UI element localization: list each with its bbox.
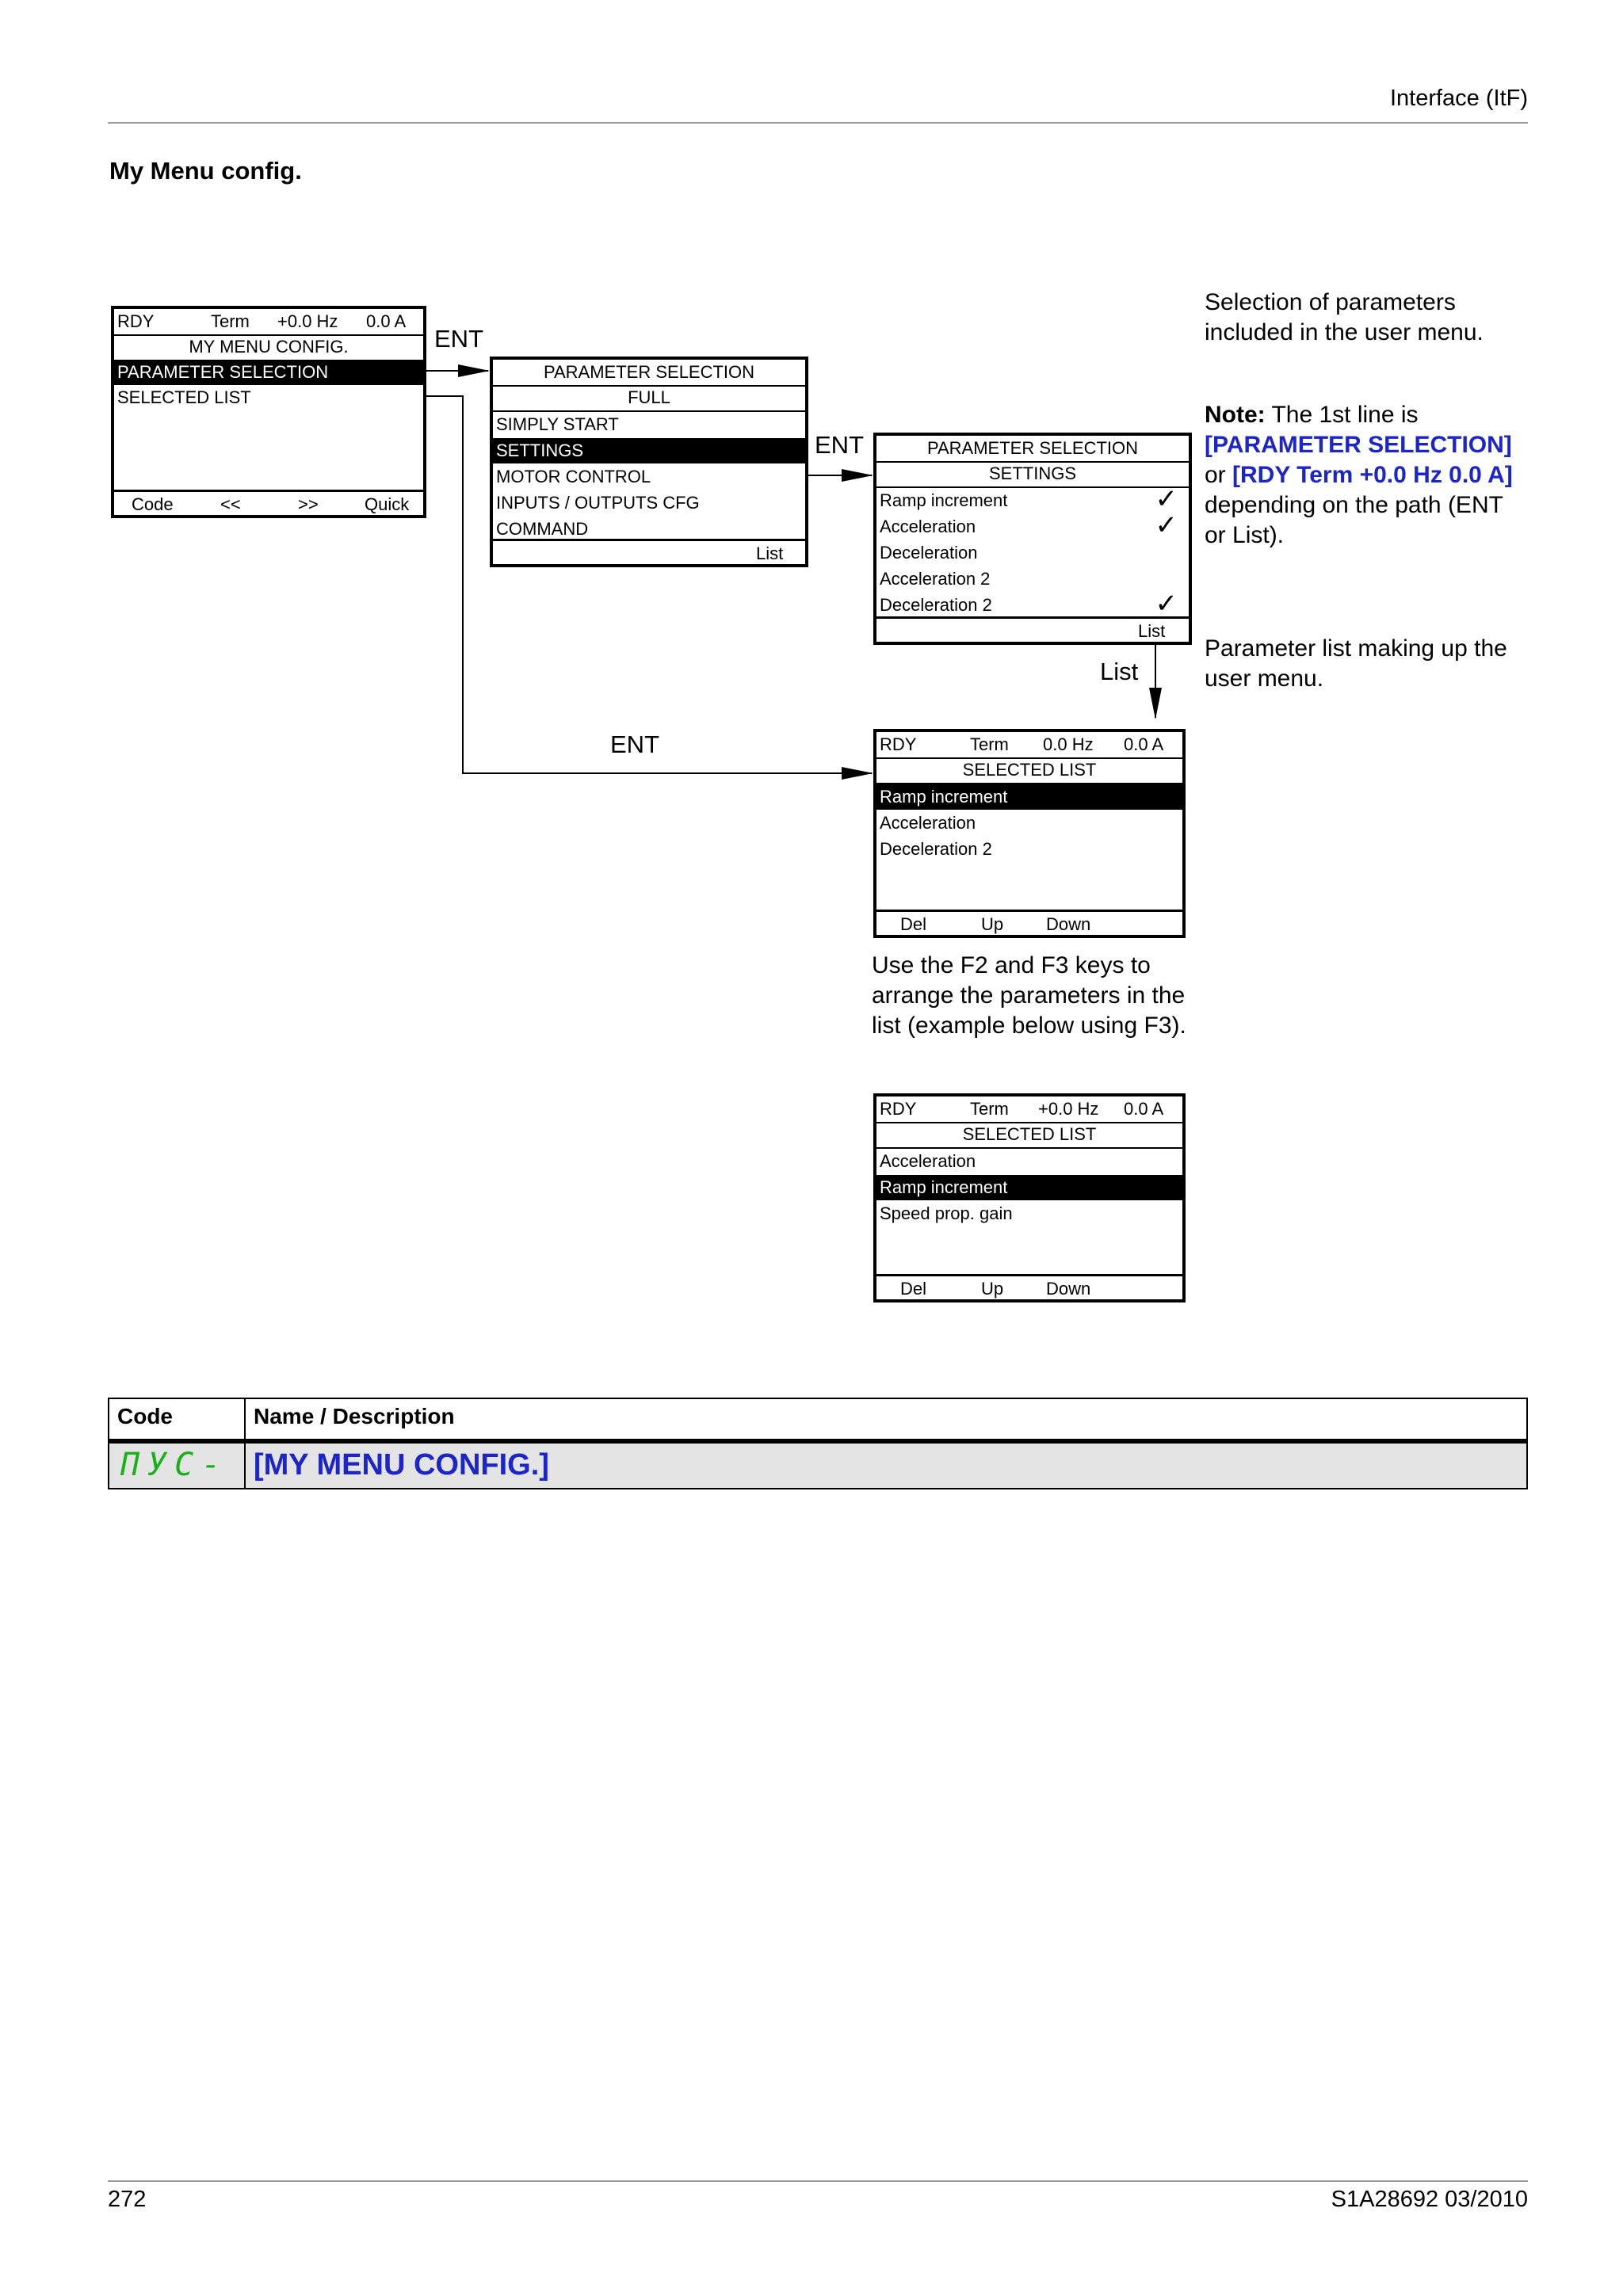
status-ready: RDY [880,734,917,754]
softkey-bar [493,539,805,566]
screen-subtitle: FULL [493,385,805,412]
table-row [109,1444,1526,1488]
status-channel: Term [211,311,250,331]
lcd-screen-my-menu-config [111,306,426,518]
menu-item-simply-start[interactable]: SIMPLY START [496,414,619,434]
note-first-line: Note: The 1st line is [PARAMETER SELECTION] or [RDY Term +0.0 Hz 0.0 A] depending on the path (ENT or List). [1205,402,1513,548]
softkey-bar [876,616,1189,644]
screen-title: SELECTED LIST [876,757,1182,784]
check-icon: ✓ [1155,510,1178,540]
lcd-screen-selected-list-reordered [873,1093,1186,1302]
status-current: 0.0 A [366,311,407,331]
status-frequency: +0.0 Hz [1038,1099,1099,1119]
softkey-del[interactable]: Del [900,1279,927,1299]
ent-label-2: ENT [815,431,864,459]
menu-name: [MY MENU CONFIG.] [254,1448,549,1482]
screen-title: PARAMETER SELECTION [876,436,1189,463]
screen-title: PARAMETER SELECTION [493,360,805,387]
column-header-name: Name / Description [254,1404,455,1428]
softkey-bar [876,1274,1182,1302]
softkey-up[interactable]: Up [981,914,1004,934]
list-item[interactable]: Acceleration [880,813,976,833]
menu-item-inputs-outputs-cfg[interactable]: INPUTS / OUTPUTS CFG [496,493,700,513]
parameter-code: ΠУC- [120,1447,229,1483]
softkey-list[interactable]: List [756,543,784,563]
page-title: My Menu config. [109,157,302,185]
softkey-list[interactable]: List [1138,621,1166,641]
status-ready: RDY [117,311,155,331]
softkey-bar [876,910,1182,937]
softkey-prev[interactable]: << [220,494,241,514]
column-divider [244,1399,246,1488]
footer-divider [108,2180,1528,2182]
ent-label-3: ENT [610,730,659,758]
softkey-code[interactable]: Code [132,494,174,514]
list-item[interactable]: Ramp increment [876,784,1182,810]
page-number: 272 [108,2187,147,2212]
menu-item-motor-control[interactable]: MOTOR CONTROL [496,467,651,486]
list-item[interactable]: Acceleration [880,1151,976,1171]
ent-label-1: ENT [434,325,483,353]
softkey-down[interactable]: Down [1046,914,1091,934]
status-bar [876,732,1182,759]
lcd-screen-parameter-selection-settings [873,433,1192,645]
lcd-screen-selected-list [873,729,1186,938]
table-header [109,1399,1526,1444]
param-item-ramp-increment[interactable]: Ramp increment ✓ [880,484,1178,514]
screen-title: MY MENU CONFIG. [189,337,349,357]
softkey-bar [114,490,423,517]
status-current: 0.0 A [1124,734,1164,754]
status-bar [114,309,423,336]
note-f2-f3-keys: Use the F2 and F3 keys to arrange the parameters in the list (example below using F3). [872,952,1186,1039]
list-label: List [1100,658,1139,685]
menu-item-selected-list[interactable]: SELECTED LIST [117,387,251,407]
check-icon: ✓ [1155,589,1178,619]
list-item[interactable]: Speed prop. gain [880,1203,1013,1223]
screen-subtitle: SETTINGS [876,461,1189,488]
header-section: Interface (ItF) [1389,86,1528,111]
softkey-quick[interactable]: Quick [365,494,410,514]
status-current: 0.0 A [1124,1099,1164,1119]
list-item[interactable]: Deceleration 2 [880,839,992,859]
column-header-code: Code [117,1404,173,1428]
softkey-down[interactable]: Down [1046,1279,1091,1299]
menu-item-parameter-selection[interactable]: PARAMETER SELECTION [114,360,423,385]
code-description-table [108,1398,1528,1489]
note-parameter-list: Parameter list making up the user menu. [1205,635,1507,692]
softkey-del[interactable]: Del [900,914,927,934]
softkey-next[interactable]: >> [298,494,319,514]
param-item-acceleration-2[interactable]: Acceleration 2 [880,569,991,589]
status-channel: Term [970,1099,1009,1119]
document-reference: S1A28692 03/2010 [1331,2187,1528,2212]
list-item[interactable]: Ramp increment [876,1175,1182,1200]
screen-title: SELECTED LIST [876,1122,1182,1149]
status-frequency: +0.0 Hz [277,311,338,331]
menu-item-command[interactable]: COMMAND [496,519,589,539]
status-channel: Term [970,734,1009,754]
note-selection-description: Selection of parameters included in the user menu. [1205,289,1484,345]
status-ready: RDY [880,1099,917,1119]
lcd-screen-parameter-selection-full [490,357,808,567]
param-item-acceleration[interactable]: Acceleration ✓ [880,510,1178,540]
param-item-deceleration[interactable]: Deceleration [880,543,978,563]
softkey-up[interactable]: Up [981,1279,1004,1299]
status-bar [876,1097,1182,1123]
menu-item-settings[interactable]: SETTINGS [493,438,805,463]
status-frequency: 0.0 Hz [1043,734,1094,754]
check-icon: ✓ [1155,484,1178,514]
param-item-deceleration-2[interactable]: Deceleration 2 ✓ [880,589,1178,619]
